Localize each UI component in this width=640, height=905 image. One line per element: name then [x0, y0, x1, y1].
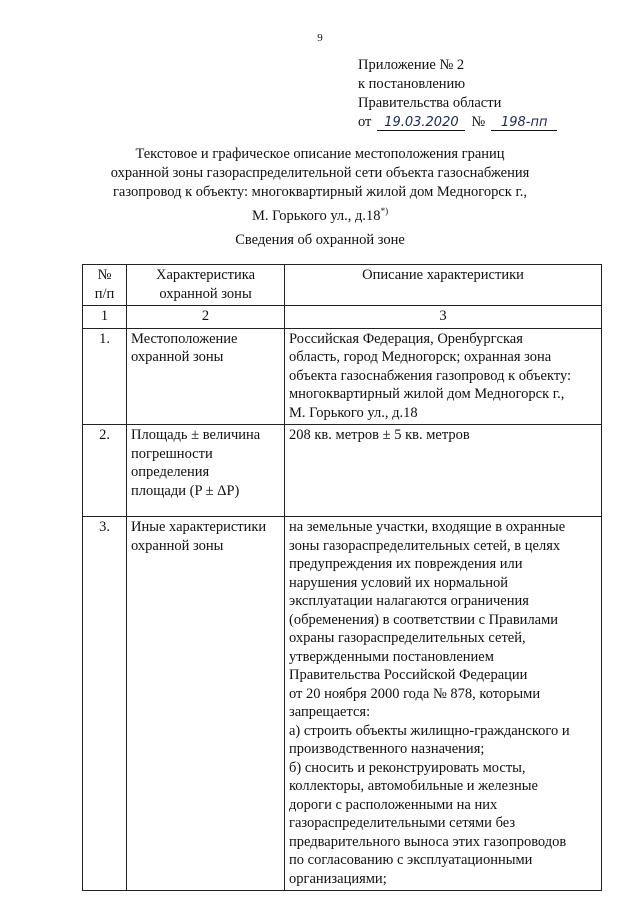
header-characteristic-line-2: охранной зоны	[159, 285, 252, 302]
column-number: 2	[127, 306, 285, 329]
title-line-1: Текстовое и графическое описание местоположения границ	[135, 146, 505, 162]
number-prefix: №	[471, 114, 486, 130]
description-line: многоквартирный жилой дом Медногорск г.,	[289, 386, 565, 402]
appendix-line-3: Правительства области	[358, 95, 502, 111]
date-prefix: от	[358, 114, 372, 130]
description-line: 208 кв. метров ± 5 кв. метров	[289, 427, 470, 443]
table-row	[83, 517, 602, 891]
description-line: а) строить объекты жилищно-гражданского и	[289, 722, 570, 739]
description-line: б) сносить и реконструировать мосты,	[289, 759, 526, 776]
row-index: 1.	[83, 328, 127, 425]
row-characteristic	[127, 328, 285, 425]
header-characteristic-line-1: Характеристика	[155, 267, 256, 283]
header-characteristic	[127, 265, 285, 306]
description-line: предварительного выноса этих газопроводов	[289, 833, 567, 850]
row-description	[285, 517, 602, 891]
description-line: эксплуатации налагаются ограничения	[289, 593, 529, 609]
row-description	[285, 425, 602, 517]
description-line: М. Горького ул., д.18	[289, 404, 418, 421]
description-line: зоны газораспределительных сетей, в целях	[289, 537, 561, 554]
description-line: дороги с расположенными на них	[289, 796, 498, 813]
header-index-line-2: п/п	[94, 285, 115, 302]
description-line: газораспределительными сетями без	[289, 815, 516, 831]
characteristic-line: охранной зоны	[131, 537, 224, 554]
characteristic-line: погрешности	[131, 445, 213, 462]
row-characteristic	[127, 425, 285, 517]
description-line: предупреждения их повреждения или	[289, 556, 523, 572]
header-description: Описание характеристики	[285, 265, 602, 306]
title-line-4	[100, 202, 540, 226]
characteristic-line: площади (P ± ΔP)	[131, 482, 240, 499]
title-address: М. Горького ул., д.18	[251, 207, 381, 224]
handwritten-date: 19.03.2020	[377, 115, 465, 131]
header-index-line-1: №	[97, 267, 112, 283]
column-number: 1	[83, 306, 127, 329]
description-line: нарушения условий их нормальной	[289, 574, 509, 591]
column-number-row	[83, 306, 602, 329]
characteristic-line: Площадь ± величина	[131, 427, 261, 443]
description-line: охраны газораспределительных сетей,	[289, 630, 526, 646]
row-index: 3.	[83, 517, 127, 891]
description-line: область, город Медногорск; охранная зона	[289, 349, 552, 365]
appendix-line-2: к постановлению	[358, 76, 466, 92]
description-line: объекта газоснабжения газопровод к объекту:	[289, 367, 572, 384]
table-row	[83, 425, 602, 517]
description-line: коллекторы, автомобильные и железные	[289, 778, 538, 794]
description-line: на земельные участки, входящие в охранные	[289, 519, 566, 535]
description-line: организациями;	[289, 870, 387, 887]
appendix-date-line	[358, 113, 557, 132]
characteristic-line: определения	[131, 464, 210, 480]
title-line-3: газопровод к объекту: многоквартирный жилой дом Медногорск г.,	[112, 184, 528, 200]
footnote-mark: *)	[380, 206, 389, 216]
description-line: от 20 ноября 2000 года № 878, которыми	[289, 685, 541, 702]
description-line: (обременения) в соответствии с Правилами	[289, 611, 559, 628]
table-header-row	[83, 265, 602, 306]
row-index: 2.	[83, 425, 127, 517]
appendix-line-1: Приложение № 2	[358, 57, 465, 73]
description-line: производственного назначения;	[289, 741, 485, 757]
characteristic-line: охранной зоны	[131, 349, 224, 365]
page-number: 9	[317, 32, 323, 44]
description-line: по согласованию с эксплуатационными	[289, 852, 533, 868]
row-description	[285, 328, 602, 425]
characteristic-line: Местоположение	[131, 330, 238, 347]
description-line: запрещается:	[289, 704, 371, 720]
table-row	[83, 328, 602, 425]
protection-zone-table	[82, 264, 602, 891]
appendix-block	[358, 56, 557, 132]
description-line: утвержденными постановлением	[289, 648, 494, 665]
row-characteristic	[127, 517, 285, 891]
title-line-2: охранной зоны газораспределительной сети объекта газоснабжения	[110, 165, 530, 181]
description-line: Российская Федерация, Оренбургская	[289, 330, 523, 347]
document-title	[100, 145, 540, 226]
cell-spacer	[131, 500, 280, 514]
header-index	[83, 265, 127, 306]
section-subtitle: Сведения об охранной зоне	[235, 232, 405, 248]
description-line: Правительства Российской Федерации	[289, 667, 528, 683]
column-number: 3	[285, 306, 602, 329]
handwritten-number: 198-пп	[491, 115, 557, 131]
characteristic-line: Иные характеристики	[131, 519, 267, 535]
